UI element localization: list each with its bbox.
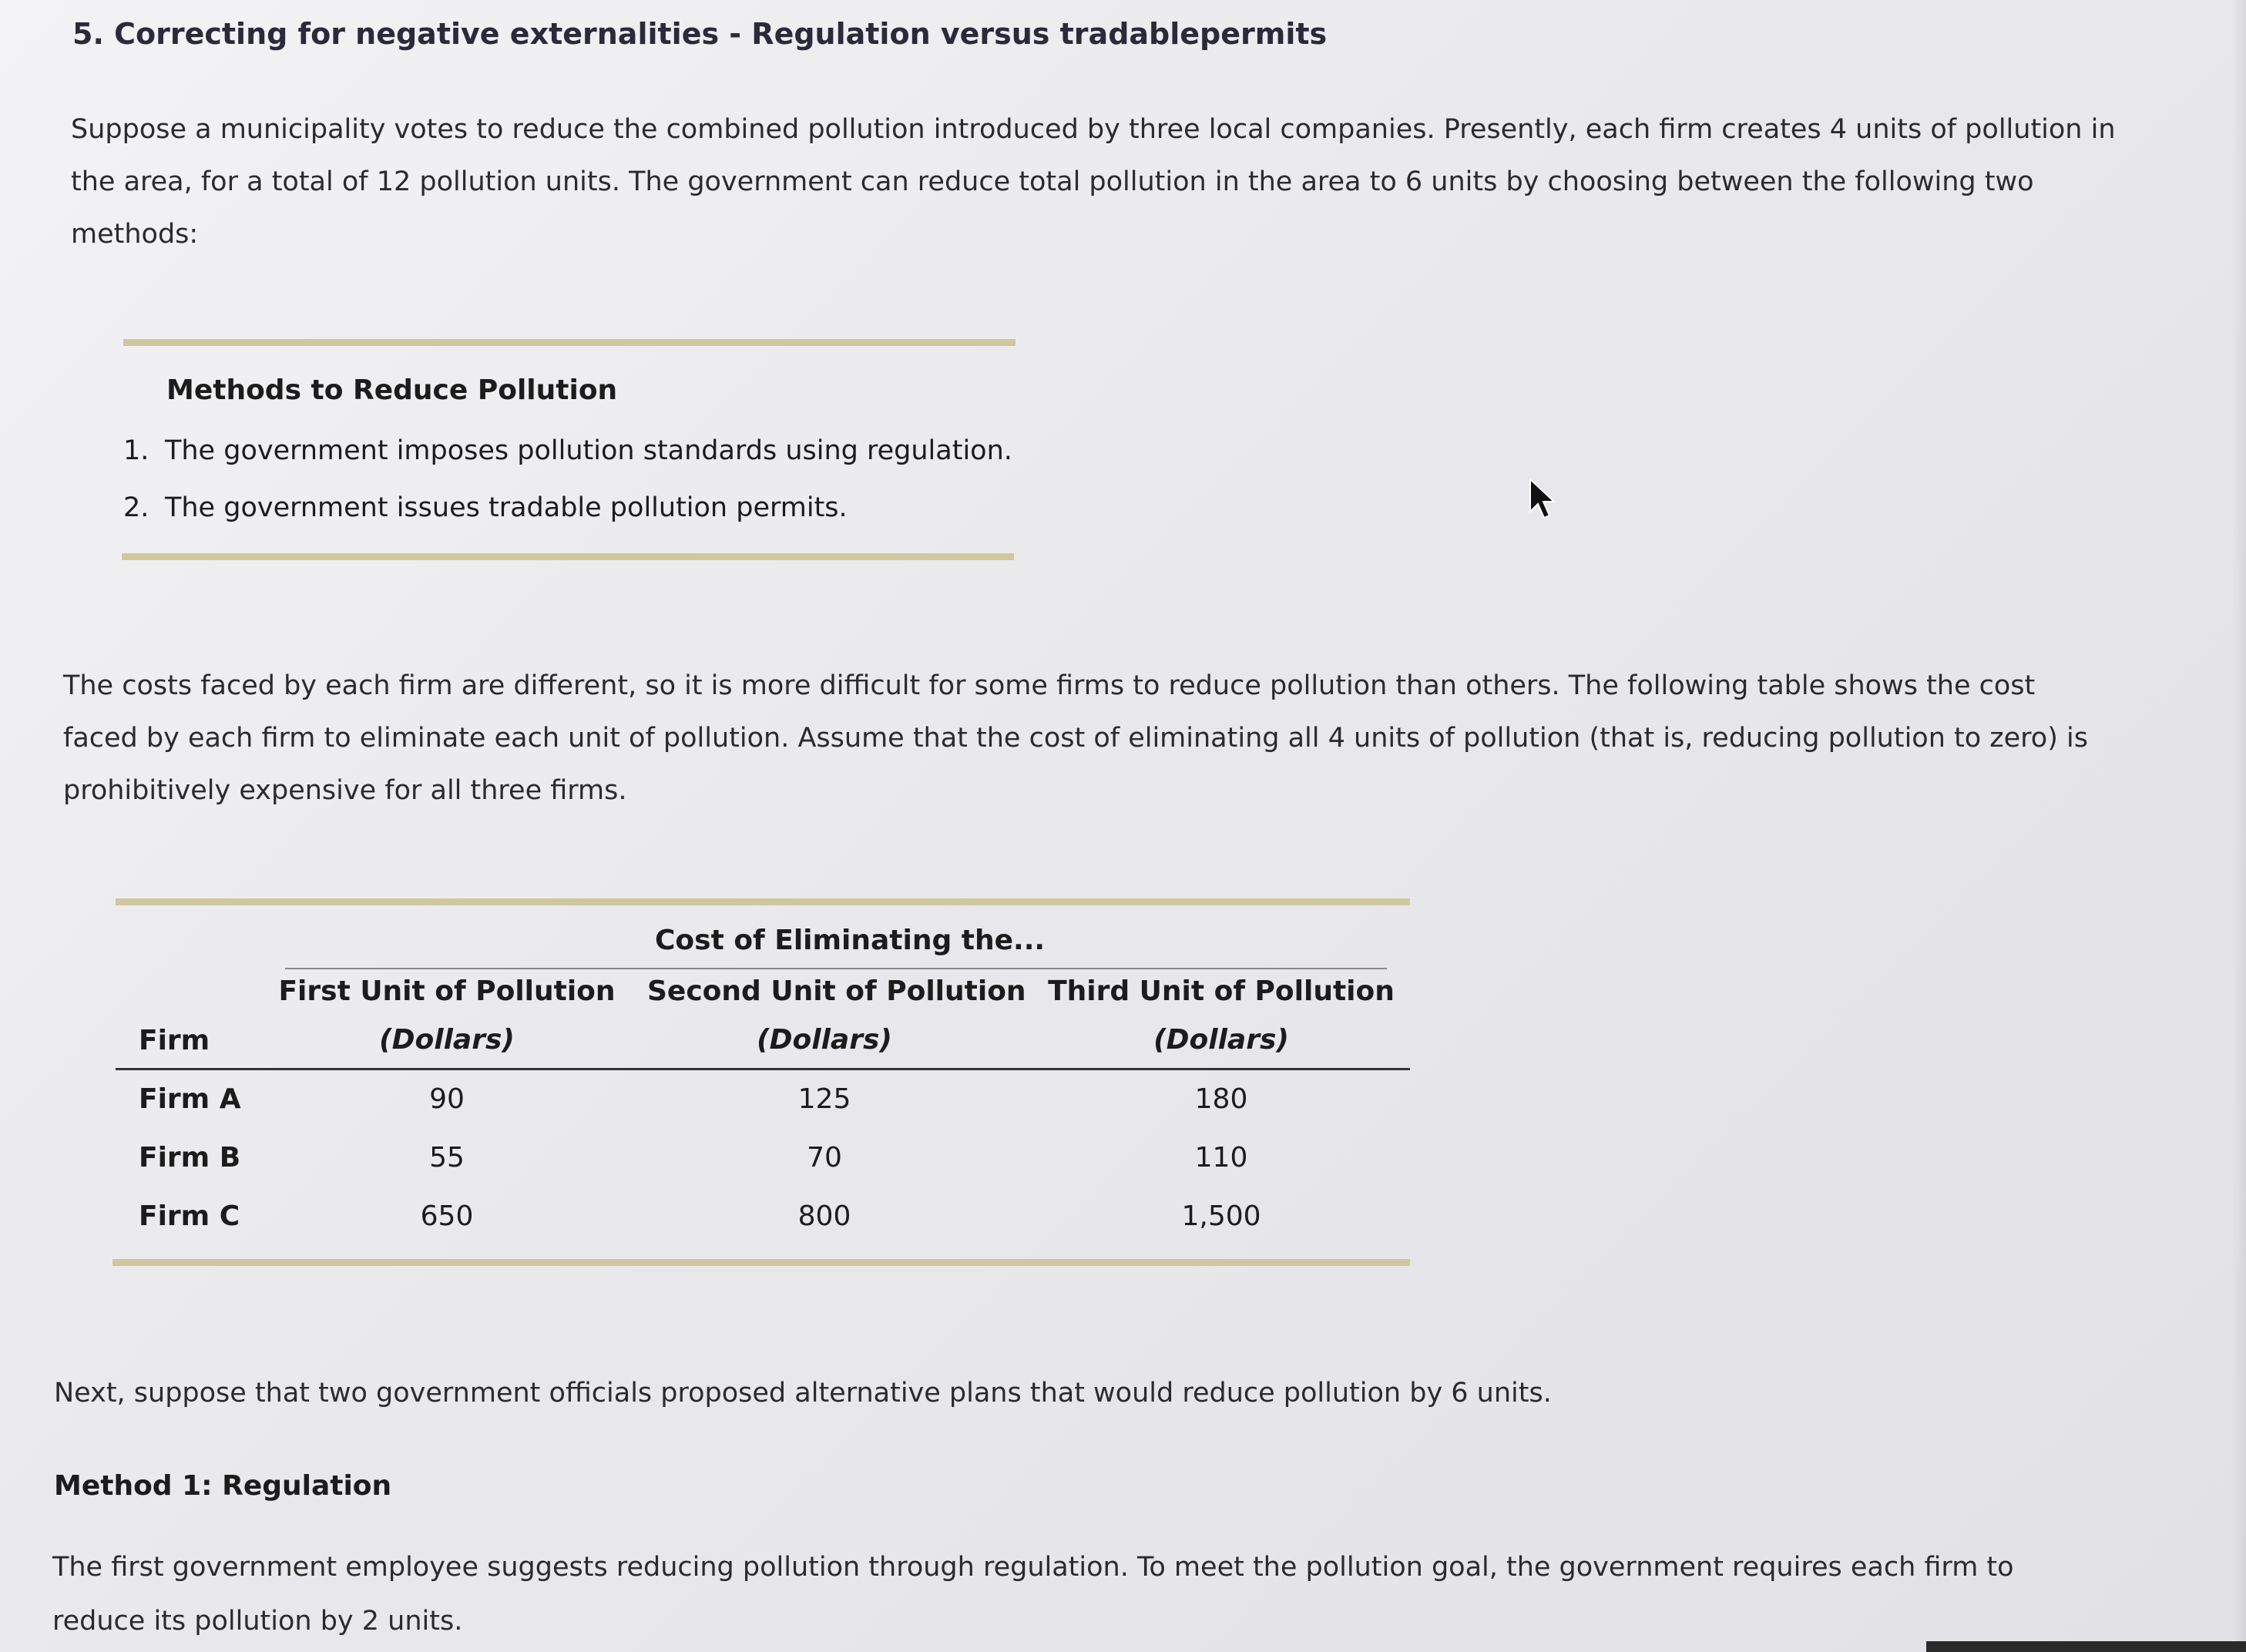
firm-name: Firm C [139, 1200, 240, 1232]
firm-name: Firm B [139, 1142, 241, 1174]
column-header-title: Second Unit of Pollution [647, 975, 1026, 1007]
table-bottom-rule [112, 1259, 1410, 1266]
method-1-heading: Method 1: Regulation [54, 1470, 392, 1502]
cost-cell: 70 [807, 1142, 842, 1174]
cost-cell: 90 [429, 1083, 465, 1115]
firm-name: Firm A [139, 1083, 241, 1115]
column-header-unit: (Dollars) [379, 1024, 515, 1056]
method-item-number: 1. [123, 435, 149, 466]
table-group-header: Cost of Eliminating the... [655, 925, 1046, 956]
table-header-underline [116, 1068, 1410, 1070]
method-1-line-1: The first government employee suggests reducing pollution through regulation. To meet the pollution goal, the government requires each firm to [52, 1552, 2014, 1583]
firm-column-header: Firm [139, 1025, 210, 1056]
next-paragraph: Next, suppose that two government officials proposed alternative plans that would reduce pollution by 6 units. [54, 1378, 1552, 1409]
method-item-number: 2. [123, 492, 149, 523]
intro-line-2: the area, for a total of 12 pollution units. The government can reduce total pollution in the area to 6 units by choosing between the following two [71, 166, 2034, 197]
methods-heading: Methods to Reduce Pollution [166, 374, 618, 406]
method-item [123, 428, 1012, 485]
cost-cell: 800 [797, 1200, 851, 1232]
column-header-unit: (Dollars) [1153, 1024, 1289, 1056]
methods-top-rule [123, 339, 1016, 346]
question-title: 5. Correcting for negative externalities - Regulation versus tradablepermits [72, 17, 1328, 51]
cost-cell: 180 [1194, 1083, 1248, 1115]
cost-cell: 1,500 [1181, 1200, 1261, 1232]
intro-line-3: methods: [71, 219, 199, 250]
screen-bezel-edge [1926, 1641, 2246, 1652]
table-group-underline [285, 968, 1387, 969]
column-header-title: First Unit of Pollution [278, 975, 616, 1007]
screen-edge-shadow [2232, 0, 2246, 1652]
costs-line-2: faced by each firm to eliminate each unit of pollution. Assume that the cost of eliminating all 4 units of pollution (that is, reducing pollution to zero) is [63, 723, 2088, 754]
cost-cell: 650 [420, 1200, 474, 1232]
column-header-title: Third Unit of Pollution [1048, 975, 1395, 1007]
column-header-third-unit [1048, 975, 1395, 1056]
table-top-rule [116, 898, 1410, 905]
intro-line-1: Suppose a municipality votes to reduce the combined pollution introduced by three local companies. Presently, each firm creates 4 units of pollution in [71, 114, 2116, 145]
costs-line-1: The costs faced by each firm are different, so it is more difficult for some firms to reduce pollution than others. The following table shows the cost [63, 670, 2036, 701]
column-header-second-unit [647, 975, 1026, 1056]
cost-cell: 125 [797, 1083, 851, 1115]
table-row [116, 1200, 1410, 1259]
column-header-unit: (Dollars) [757, 1024, 892, 1056]
methods-list [123, 428, 1012, 542]
column-header-first-unit [277, 975, 616, 1056]
table-row [116, 1142, 1410, 1200]
cost-cell: 110 [1194, 1142, 1248, 1174]
table-row [116, 1083, 1410, 1142]
mouse-pointer-icon [1527, 478, 1558, 521]
method-1-line-2: reduce its pollution by 2 units. [52, 1606, 463, 1637]
methods-bottom-rule [122, 553, 1014, 560]
method-item-text: The government issues tradable pollution permits. [165, 492, 848, 523]
cost-cell: 55 [429, 1142, 465, 1174]
costs-line-3: prohibitively expensive for all three firms. [63, 775, 627, 806]
method-item-text: The government imposes pollution standards using regulation. [165, 435, 1012, 466]
method-item [123, 485, 1012, 542]
